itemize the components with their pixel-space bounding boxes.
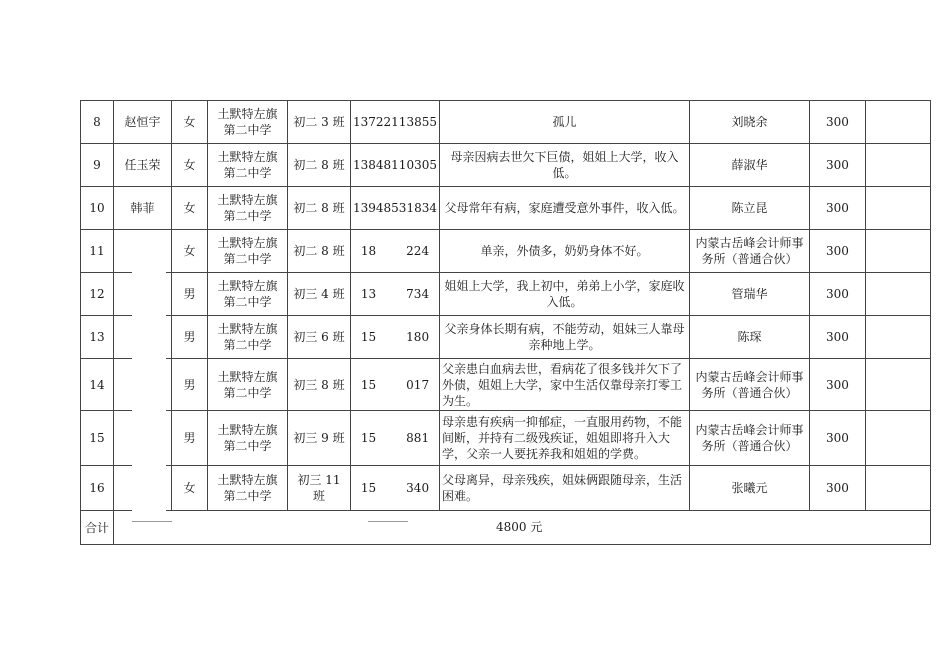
hardship-reason: 单亲，外债多，奶奶身体不好。 — [439, 230, 689, 273]
remark — [865, 144, 930, 187]
class: 初三 9 班 — [288, 411, 351, 466]
amount: 300 — [809, 359, 865, 411]
school: 土默特左旗 第二中学 — [208, 316, 288, 359]
redaction-line — [132, 521, 172, 522]
school: 土默特左旗 第二中学 — [208, 144, 288, 187]
table-row — [81, 466, 931, 511]
school: 土默特左旗 第二中学 — [208, 411, 288, 466]
row-number: 9 — [81, 144, 114, 187]
row-number: 11 — [81, 230, 114, 273]
school: 土默特左旗 第二中学 — [208, 466, 288, 511]
class: 初二 3 班 — [288, 101, 351, 144]
sponsor: 张曦元 — [689, 466, 809, 511]
hardship-reason: 父母离异，母亲残疾，姐妹俩跟随母亲，生活困难。 — [439, 466, 689, 511]
remark — [865, 273, 930, 316]
row-number: 10 — [81, 187, 114, 230]
donation-table — [80, 100, 931, 545]
phone — [351, 359, 440, 411]
sponsor: 内蒙古岳峰会计师事务所（普通合伙） — [689, 359, 809, 411]
phone-prefix: 13 — [360, 287, 377, 301]
hardship-reason: 孤儿 — [439, 101, 689, 144]
student-name: 赵恒宇 — [114, 101, 172, 144]
phone: 13722113855 — [351, 101, 440, 144]
phone-prefix: 15 — [360, 377, 377, 392]
phone-suffix: 734 — [406, 287, 430, 301]
amount: 300 — [809, 101, 865, 144]
remark — [865, 466, 930, 511]
table-row — [81, 411, 931, 466]
phone-prefix: 15 — [360, 330, 377, 344]
class: 初二 8 班 — [288, 144, 351, 187]
phone — [351, 411, 440, 466]
row-number: 13 — [81, 316, 114, 359]
phone-suffix: 180 — [406, 330, 430, 344]
phone-suffix: 340 — [406, 481, 430, 495]
gender: 女 — [172, 230, 208, 273]
class: 初二 8 班 — [288, 230, 351, 273]
student-name: 任玉荣 — [114, 144, 172, 187]
school: 土默特左旗 第二中学 — [208, 187, 288, 230]
remark — [865, 101, 930, 144]
sponsor: 刘晓余 — [689, 101, 809, 144]
gender: 女 — [172, 187, 208, 230]
row-number: 15 — [81, 411, 114, 466]
amount: 300 — [809, 411, 865, 466]
phone — [351, 316, 440, 359]
remark — [865, 411, 930, 466]
sponsor: 陈立昆 — [689, 187, 809, 230]
table-row — [81, 316, 931, 359]
remark — [865, 359, 930, 411]
hardship-reason: 母亲患有疾病一抑郁症，一直服用药物，不能间断，并持有二级残疾证，姐姐即将升入大学，父亲一人要抚养我和姐姐的学费。 — [439, 411, 689, 466]
school: 土默特左旗 第二中学 — [208, 230, 288, 273]
remark — [865, 230, 930, 273]
phone-prefix: 15 — [360, 481, 377, 495]
sponsor: 管瑞华 — [689, 273, 809, 316]
hardship-reason: 父亲身体长期有病，不能劳动，姐妹三人靠母亲种地上学。 — [439, 316, 689, 359]
gender: 女 — [172, 466, 208, 511]
hardship-reason: 父亲患白血病去世，看病花了很多钱并欠下了外债，姐姐上大学，家中生活仅靠母亲打零工为生。 — [439, 359, 689, 411]
class: 初三 11 班 — [288, 466, 351, 511]
phone: 13948531834 — [351, 187, 440, 230]
table-row — [81, 273, 931, 316]
school: 土默特左旗 第二中学 — [208, 359, 288, 411]
table-row — [81, 359, 931, 411]
amount: 300 — [809, 144, 865, 187]
table-row — [81, 187, 931, 230]
phone-suffix: 224 — [406, 244, 430, 258]
student-name: 韩菲 — [114, 187, 172, 230]
total-label: 合计 — [81, 511, 114, 545]
amount: 300 — [809, 273, 865, 316]
row-number: 8 — [81, 101, 114, 144]
class: 初三 6 班 — [288, 316, 351, 359]
remark — [865, 187, 930, 230]
row-number: 12 — [81, 273, 114, 316]
phone-suffix: 881 — [406, 431, 430, 445]
phone — [351, 230, 440, 273]
row-number: 16 — [81, 466, 114, 511]
class: 初二 8 班 — [288, 187, 351, 230]
total-amount: 4800 元 — [496, 520, 543, 534]
phone — [351, 273, 440, 316]
total-row — [81, 511, 931, 545]
sponsor: 陈琛 — [689, 316, 809, 359]
remark — [865, 316, 930, 359]
gender: 男 — [172, 273, 208, 316]
class: 初三 4 班 — [288, 273, 351, 316]
phone-prefix: 18 — [360, 244, 377, 258]
sponsor: 薛淑华 — [689, 144, 809, 187]
redaction-block — [132, 230, 166, 518]
phone-suffix: 017 — [406, 377, 430, 392]
row-number: 14 — [81, 359, 114, 411]
hardship-reason: 母亲因病去世欠下巨债，姐姐上大学，收入低。 — [439, 144, 689, 187]
amount: 300 — [809, 316, 865, 359]
amount: 300 — [809, 230, 865, 273]
table-row — [81, 101, 931, 144]
gender: 男 — [172, 411, 208, 466]
school: 土默特左旗 第二中学 — [208, 273, 288, 316]
phone: 13848110305 — [351, 144, 440, 187]
table-row — [81, 144, 931, 187]
phone-prefix: 15 — [360, 431, 377, 445]
gender: 女 — [172, 144, 208, 187]
hardship-reason: 姐姐上大学，我上初中，弟弟上小学，家庭收入低。 — [439, 273, 689, 316]
gender: 女 — [172, 101, 208, 144]
school: 土默特左旗 第二中学 — [208, 101, 288, 144]
gender: 男 — [172, 359, 208, 411]
sponsor: 内蒙古岳峰会计师事务所（普通合伙） — [689, 411, 809, 466]
phone — [351, 466, 440, 511]
hardship-reason: 父母常年有病，家庭遭受意外事件，收入低。 — [439, 187, 689, 230]
class: 初三 8 班 — [288, 359, 351, 411]
sponsor: 内蒙古岳峰会计师事务所（普通合伙） — [689, 230, 809, 273]
redaction-line — [368, 521, 408, 522]
amount: 300 — [809, 466, 865, 511]
amount: 300 — [809, 187, 865, 230]
total-cell — [114, 511, 931, 545]
table-row — [81, 230, 931, 273]
gender: 男 — [172, 316, 208, 359]
